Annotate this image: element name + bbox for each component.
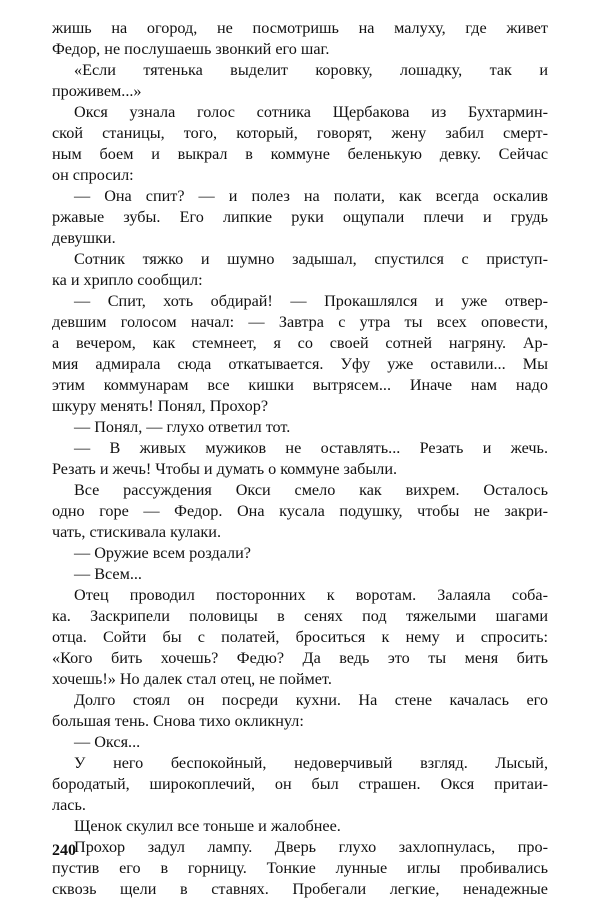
text-line: — Всем... bbox=[74, 565, 142, 583]
text-line: жишь на огород, не посмотришь на малуху, где живет bbox=[52, 19, 548, 37]
page-number: 240 bbox=[52, 842, 76, 859]
text-line: а вечером, как стемнеет, я со своей сотней нагряну. Ар- bbox=[52, 334, 548, 352]
text-line: Отец проводил посторонних к воротам. Залаяла соба- bbox=[74, 586, 548, 604]
text-line: «Кого бить хочешь? Федю? Да ведь это ты меня бить bbox=[52, 649, 548, 667]
text-line: У него беспокойный, недоверчивый взгляд. Лысый, bbox=[74, 754, 548, 772]
text-line: ка. Заскрипели половицы в сенях под тяжелыми шагами bbox=[52, 607, 548, 625]
text-line: Прохор задул лампу. Дверь глухо захлопнулась, про- bbox=[74, 838, 548, 856]
text-line: лась. bbox=[52, 796, 86, 814]
text-line: Федор, не послушаешь звонкий его шаг. bbox=[52, 40, 330, 58]
text-line: Окся узнала голос сотника Щербакова из Бухтармин- bbox=[74, 103, 548, 121]
text-line: Щенок скулил все тоньше и жалобнее. bbox=[74, 817, 341, 835]
text-line: Долго стоял он посреди кухни. На стене качалась его bbox=[74, 691, 548, 709]
text-line: ской станицы, того, который, говорят, жену забил смерт- bbox=[52, 124, 548, 142]
text-line: этим коммунарам все кишки вытрясем... Иначе нам надо bbox=[52, 376, 548, 394]
text-line: сквозь щели в ставнях. Пробегали легкие, ненадежные bbox=[52, 880, 548, 898]
text-line: шкуру менять! Понял, Прохор? bbox=[52, 397, 269, 415]
text-line: «Если тятенька выделит коровку, лошадку, так и bbox=[74, 61, 548, 79]
text-line: — Окся... bbox=[74, 733, 141, 751]
text-line: мия адмирала сюда откатывается. Уфу уже оставили... Мы bbox=[52, 355, 548, 373]
text-line: — Понял, — глухо ответил тот. bbox=[74, 418, 291, 436]
text-line: Резать и жечь! Чтобы и думать о коммуне забыли. bbox=[52, 460, 398, 478]
text-line: бородатый, широкоплечий, он был страшен. Окся притаи- bbox=[52, 775, 548, 793]
text-line: одно горе — Федор. Она кусала подушку, чтобы не закри- bbox=[52, 502, 548, 520]
text-line: Все рассуждения Окси смело как вихрем. Осталось bbox=[74, 481, 548, 499]
text-line: Сотник тяжко и шумно задышал, спустился с приступ- bbox=[74, 250, 548, 268]
text-line: ржавые зубы. Его липкие руки ощупали плечи и грудь bbox=[52, 208, 548, 226]
text-line: девшим голосом начал: — Завтра с утра ты всех оповести, bbox=[52, 313, 548, 331]
text-line: он спросил: bbox=[52, 166, 134, 184]
text-line: — В живых мужиков не оставлять... Резать и жечь. bbox=[74, 439, 548, 457]
text-line: чать, стискивала кулаки. bbox=[52, 523, 222, 541]
text-line: ным боем и выкрал в коммуне беленькую девку. Сейчас bbox=[52, 145, 548, 163]
page-text-block bbox=[52, 18, 548, 900]
text-line: отца. Сойти бы с полатей, броситься к нему и спросить: bbox=[52, 628, 548, 646]
text-line: — Оружие всем роздали? bbox=[74, 544, 251, 562]
text-line: — Она спит? — и полез на полати, как всегда оскалив bbox=[74, 187, 548, 205]
text-line: — Спит, хоть обдирай! — Прокашлялся и уже отвер- bbox=[74, 292, 548, 310]
text-line: большая тень. Снова тихо окликнул: bbox=[52, 712, 304, 730]
text-line: ка и хрипло сообщил: bbox=[52, 271, 203, 289]
text-line: девушки. bbox=[52, 229, 116, 247]
text-line: пустив его в горницу. Тонкие лунные иглы пробивались bbox=[52, 859, 548, 877]
text-line: проживем...» bbox=[52, 82, 142, 100]
text-line: хочешь!» Но далек стал отец, не поймет. bbox=[52, 670, 332, 688]
